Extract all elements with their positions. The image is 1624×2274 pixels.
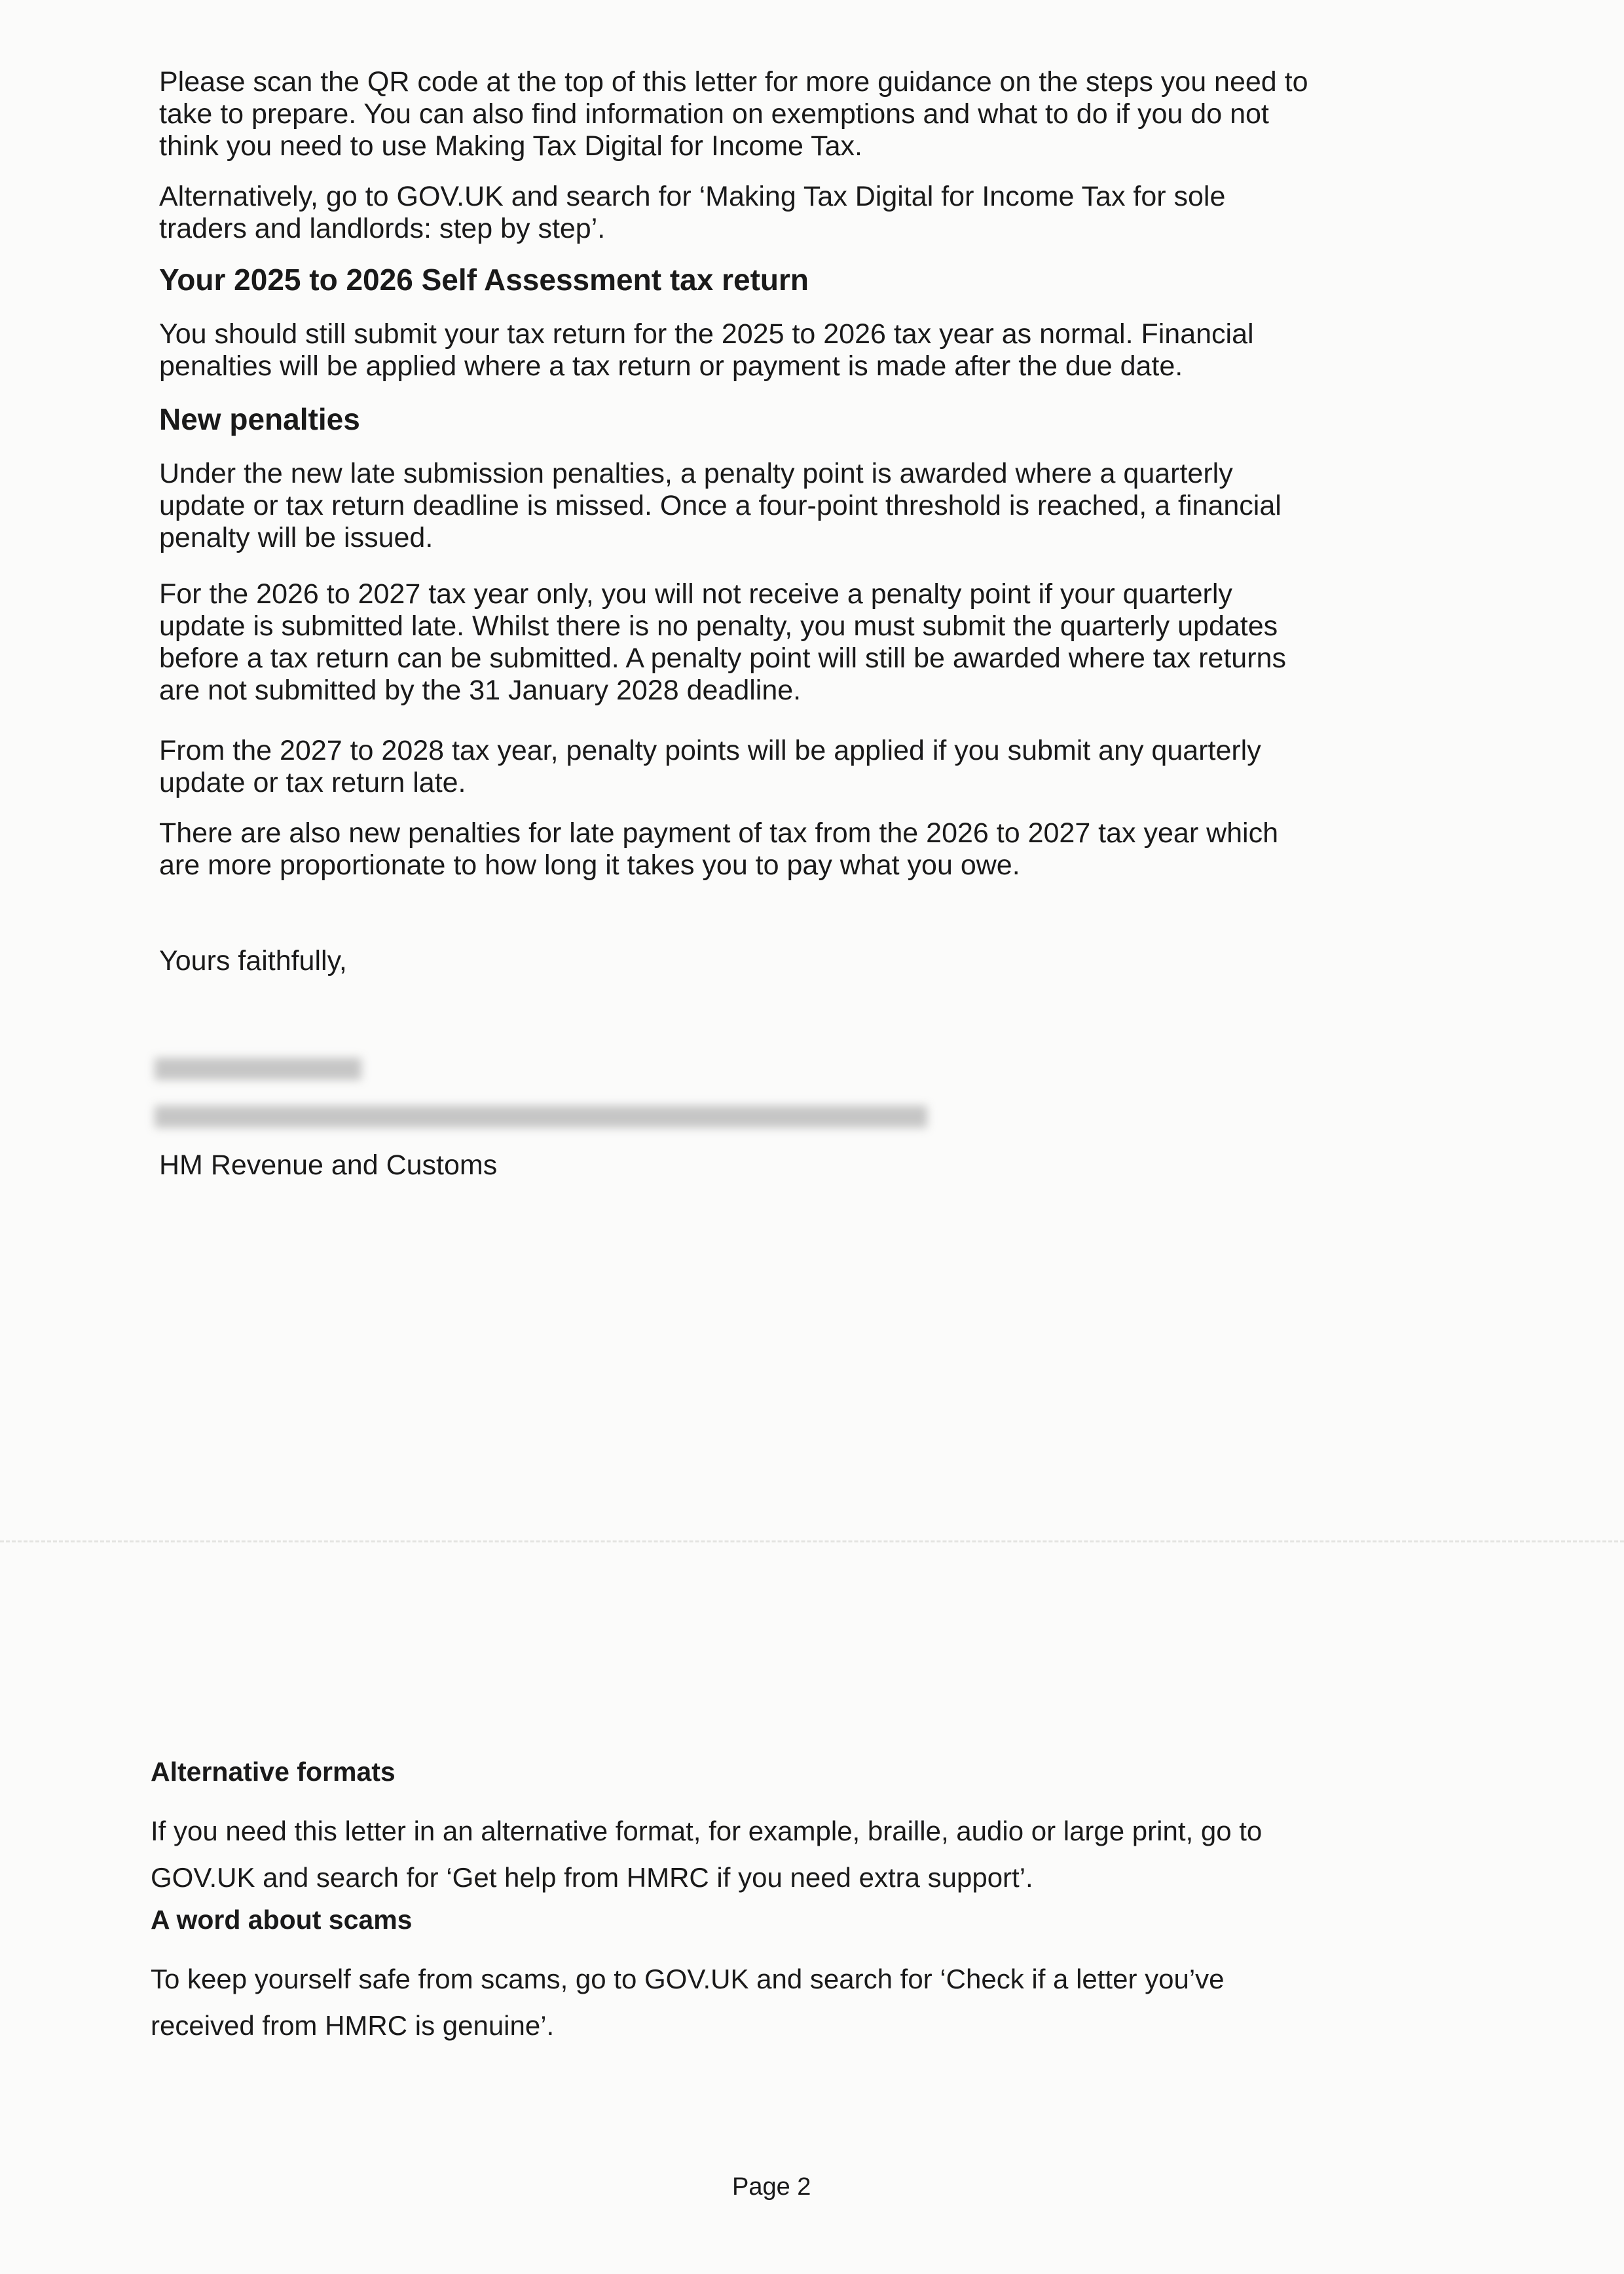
- page-number: Page 2: [732, 2173, 811, 2201]
- text-line: are not submitted by the 31 January 2028 deadline.: [159, 675, 802, 706]
- text-line: are more proportionate to how long it takes you to pay what you owe.: [159, 849, 1020, 881]
- text-line: For the 2026 to 2027 tax year only, you will not receive a penalty point if your quarterly: [159, 578, 1232, 610]
- text-line: Alternatively, go to GOV.UK and search for ‘Making Tax Digital for Income Tax for sole: [159, 181, 1226, 212]
- text-line: received from HMRC is genuine’.: [151, 2010, 555, 2041]
- closing: [159, 945, 1469, 977]
- text-line: If you need this letter in an alternative format, for example, braille, audio or large print, go to: [151, 1816, 1263, 1846]
- redacted-signatory-name: [155, 1058, 361, 1080]
- heading-self-assessment: Your 2025 to 2026 Self Assessment tax return: [159, 263, 809, 297]
- text-line: There are also new penalties for late payment of tax from the 2026 to 2027 tax year which: [159, 817, 1279, 849]
- text-line: think you need to use Making Tax Digital for Income Tax.: [159, 130, 862, 162]
- organisation-name: HM Revenue and Customs: [159, 1149, 498, 1181]
- penalties-paragraph-2: [159, 578, 1469, 707]
- organisation: [159, 1149, 1469, 1182]
- text-line: update or tax return late.: [159, 767, 466, 798]
- text-line: before a tax return can be submitted. A penalty point will still be awarded where tax returns: [159, 643, 1286, 674]
- penalties-paragraph-1: [159, 458, 1469, 554]
- paper-fold-line: [0, 1540, 1624, 1542]
- alternative-formats-text: [151, 1808, 1460, 1901]
- text-line: penalties will be applied where a tax return or payment is made after the due date.: [159, 350, 1183, 382]
- heading-alternative-formats: Alternative formats: [151, 1757, 396, 1787]
- scams-text: [151, 1956, 1460, 2049]
- text-line: update or tax return deadline is missed. Once a four-point threshold is reached, a financial: [159, 490, 1282, 521]
- text-line: Under the new late submission penalties, a penalty point is awarded where a quarterly: [159, 458, 1233, 489]
- text-line: traders and landlords: step by step’.: [159, 213, 606, 244]
- text-line: take to prepare. You can also find information on exemptions and what to do if you do not: [159, 98, 1269, 130]
- heading-new-penalties: New penalties: [159, 402, 360, 436]
- text-line: You should still submit your tax return for the 2025 to 2026 tax year as normal. Financial: [159, 318, 1254, 350]
- text-line: penalty will be issued.: [159, 522, 434, 553]
- heading-scams: A word about scams: [151, 1905, 413, 1935]
- text-line: From the 2027 to 2028 tax year, penalty points will be applied if you submit any quarterly: [159, 735, 1261, 766]
- text-line: To keep yourself safe from scams, go to GOV.UK and search for ‘Check if a letter you’ve: [151, 1964, 1225, 1994]
- text-line: GOV.UK and search for ‘Get help from HMRC if you need extra support’.: [151, 1862, 1033, 1893]
- text-line: Please scan the QR code at the top of this letter for more guidance on the steps you need to: [159, 66, 1308, 98]
- redacted-signatory-title: [155, 1106, 927, 1128]
- intro-paragraph-govuk: [159, 181, 1469, 245]
- self-assessment-paragraph: [159, 318, 1469, 382]
- penalties-paragraph-3: [159, 735, 1469, 799]
- penalties-paragraph-4: [159, 817, 1469, 882]
- text-line: update is submitted late. Whilst there is no penalty, you must submit the quarterly updates: [159, 610, 1278, 642]
- intro-paragraph-qr: [159, 66, 1469, 162]
- closing-text: Yours faithfully,: [159, 945, 347, 977]
